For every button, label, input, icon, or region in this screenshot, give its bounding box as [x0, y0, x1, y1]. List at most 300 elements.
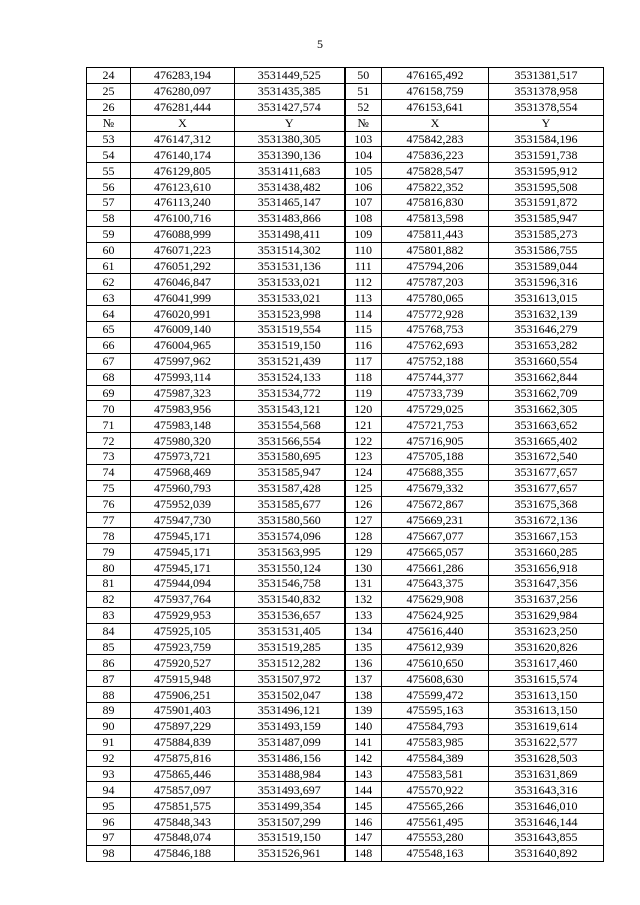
table-row — [87, 210, 604, 226]
point-number: 133 — [345, 607, 382, 623]
point-number: 68 — [87, 369, 131, 385]
point-number: 137 — [345, 671, 382, 687]
point-number: 25 — [87, 83, 131, 99]
point-number: 135 — [345, 639, 382, 655]
table-row — [87, 845, 604, 861]
x-coordinate: 475610,650 — [382, 655, 489, 671]
point-number: 78 — [87, 528, 131, 544]
x-coordinate: 475612,939 — [382, 639, 489, 655]
point-number: 62 — [87, 274, 131, 290]
point-number: 132 — [345, 591, 382, 607]
x-coordinate: 475980,320 — [131, 433, 235, 449]
point-number: 54 — [87, 147, 131, 163]
x-coordinate: 475846,188 — [131, 845, 235, 861]
y-coordinate: 3531623,250 — [489, 623, 604, 639]
table-row — [87, 480, 604, 496]
y-coordinate: 3531643,316 — [489, 782, 604, 798]
point-number: 96 — [87, 814, 131, 830]
x-coordinate: 475925,105 — [131, 623, 235, 639]
x-coordinate: 475993,114 — [131, 369, 235, 385]
y-coordinate: 3531380,305 — [235, 131, 345, 147]
y-coordinate: 3531585,677 — [235, 496, 345, 512]
x-coordinate: 475906,251 — [131, 687, 235, 703]
y-coordinate: 3531438,482 — [235, 179, 345, 195]
point-number: 136 — [345, 655, 382, 671]
table-row — [87, 417, 604, 433]
x-coordinate: 476113,240 — [131, 195, 235, 211]
x-coordinate: 475848,343 — [131, 814, 235, 830]
table-row — [87, 385, 604, 401]
y-coordinate: 3531486,156 — [235, 750, 345, 766]
point-number: 115 — [345, 322, 382, 338]
table-row — [87, 433, 604, 449]
x-coordinate: 476088,999 — [131, 226, 235, 242]
table-row — [87, 544, 604, 560]
point-number: 55 — [87, 163, 131, 179]
table-row — [87, 750, 604, 766]
y-coordinate: 3531677,657 — [489, 464, 604, 480]
point-number: 77 — [87, 512, 131, 528]
x-coordinate: 475947,730 — [131, 512, 235, 528]
point-number: 64 — [87, 306, 131, 322]
x-coordinate: 476100,716 — [131, 210, 235, 226]
point-number: 57 — [87, 195, 131, 211]
x-coordinate: 475848,074 — [131, 830, 235, 846]
table-row — [87, 576, 604, 592]
x-coordinate: 475584,793 — [382, 718, 489, 734]
y-coordinate: 3531665,402 — [489, 433, 604, 449]
y-coordinate: 3531646,010 — [489, 798, 604, 814]
y-coordinate: 3531378,554 — [489, 99, 604, 115]
y-coordinate: 3531533,021 — [235, 274, 345, 290]
point-number: 112 — [345, 274, 382, 290]
point-number: 139 — [345, 703, 382, 719]
point-number: 63 — [87, 290, 131, 306]
x-coordinate: 475787,203 — [382, 274, 489, 290]
y-coordinate: 3531613,150 — [489, 703, 604, 719]
x-coordinate: 475705,188 — [382, 449, 489, 465]
point-number: 61 — [87, 258, 131, 274]
table-row — [87, 734, 604, 750]
point-number: 143 — [345, 766, 382, 782]
y-coordinate: 3531584,196 — [489, 131, 604, 147]
point-number: 114 — [345, 306, 382, 322]
x-coordinate: 475997,962 — [131, 353, 235, 369]
x-coordinate: 475733,739 — [382, 385, 489, 401]
y-coordinate: 3531613,015 — [489, 290, 604, 306]
point-number: 123 — [345, 449, 382, 465]
point-number: 92 — [87, 750, 131, 766]
y-coordinate: 3531640,892 — [489, 845, 604, 861]
x-coordinate: 475721,753 — [382, 417, 489, 433]
x-coordinate: 475884,839 — [131, 734, 235, 750]
y-coordinate: 3531662,709 — [489, 385, 604, 401]
x-coordinate: 475875,816 — [131, 750, 235, 766]
point-number: 56 — [87, 179, 131, 195]
point-number: № — [345, 115, 382, 131]
y-coordinate: 3531653,282 — [489, 337, 604, 353]
point-number: 26 — [87, 99, 131, 115]
x-coordinate: 475973,721 — [131, 449, 235, 465]
table-row — [87, 798, 604, 814]
y-coordinate: 3531622,577 — [489, 734, 604, 750]
point-number: 83 — [87, 607, 131, 623]
x-coordinate: 475816,830 — [382, 195, 489, 211]
y-coordinate: 3531563,995 — [235, 544, 345, 560]
x-coordinate: 475729,025 — [382, 401, 489, 417]
point-number: 116 — [345, 337, 382, 353]
y-coordinate: 3531591,872 — [489, 195, 604, 211]
y-coordinate: 3531677,657 — [489, 480, 604, 496]
table-row — [87, 703, 604, 719]
x-coordinate: 475752,188 — [382, 353, 489, 369]
point-number: 107 — [345, 195, 382, 211]
y-coordinate: 3531587,428 — [235, 480, 345, 496]
point-number: 80 — [87, 560, 131, 576]
point-number: 86 — [87, 655, 131, 671]
y-coordinate: 3531524,133 — [235, 369, 345, 385]
x-coordinate: 476051,292 — [131, 258, 235, 274]
y-coordinate: 3531531,136 — [235, 258, 345, 274]
y-coordinate: 3531663,652 — [489, 417, 604, 433]
point-number: 105 — [345, 163, 382, 179]
point-number: 69 — [87, 385, 131, 401]
point-number: 138 — [345, 687, 382, 703]
point-number: № — [87, 115, 131, 131]
x-coordinate: 475608,630 — [382, 671, 489, 687]
y-coordinate: 3531646,279 — [489, 322, 604, 338]
y-coordinate: 3531585,947 — [489, 210, 604, 226]
x-coordinate: 475661,286 — [382, 560, 489, 576]
point-number: 148 — [345, 845, 382, 861]
point-number: 87 — [87, 671, 131, 687]
point-number: 109 — [345, 226, 382, 242]
y-coordinate: 3531631,869 — [489, 766, 604, 782]
x-coordinate: 476140,174 — [131, 147, 235, 163]
y-coordinate: 3531646,144 — [489, 814, 604, 830]
table-row — [87, 274, 604, 290]
x-coordinate: 475561,495 — [382, 814, 489, 830]
table-row — [87, 766, 604, 782]
table-row — [87, 528, 604, 544]
point-number: 144 — [345, 782, 382, 798]
y-coordinate: Y — [235, 115, 345, 131]
point-number: 119 — [345, 385, 382, 401]
x-coordinate: 475548,163 — [382, 845, 489, 861]
x-coordinate: 475945,171 — [131, 560, 235, 576]
x-coordinate: 475669,231 — [382, 512, 489, 528]
x-coordinate: 475836,223 — [382, 147, 489, 163]
x-coordinate: 475584,389 — [382, 750, 489, 766]
point-number: 125 — [345, 480, 382, 496]
point-number: 120 — [345, 401, 382, 417]
point-number: 52 — [345, 99, 382, 115]
y-coordinate: 3531595,508 — [489, 179, 604, 195]
y-coordinate: 3531619,614 — [489, 718, 604, 734]
x-coordinate: 476123,610 — [131, 179, 235, 195]
x-coordinate: 475945,171 — [131, 544, 235, 560]
x-coordinate: 476153,641 — [382, 99, 489, 115]
table-row — [87, 163, 604, 179]
y-coordinate: 3531514,302 — [235, 242, 345, 258]
y-coordinate: 3531496,121 — [235, 703, 345, 719]
y-coordinate: 3531580,695 — [235, 449, 345, 465]
point-number: 67 — [87, 353, 131, 369]
table-row — [87, 99, 604, 115]
x-coordinate: 475583,581 — [382, 766, 489, 782]
table-row — [87, 401, 604, 417]
y-coordinate: 3531656,918 — [489, 560, 604, 576]
point-number: 79 — [87, 544, 131, 560]
y-coordinate: 3531589,044 — [489, 258, 604, 274]
x-coordinate: 475945,171 — [131, 528, 235, 544]
y-coordinate: 3531519,150 — [235, 830, 345, 846]
x-coordinate: 475772,928 — [382, 306, 489, 322]
point-number: 90 — [87, 718, 131, 734]
x-coordinate: 475744,377 — [382, 369, 489, 385]
y-coordinate: 3531637,256 — [489, 591, 604, 607]
table-row — [87, 623, 604, 639]
y-coordinate: 3531531,405 — [235, 623, 345, 639]
table-row — [87, 147, 604, 163]
table-row — [87, 179, 604, 195]
table-row — [87, 322, 604, 338]
y-coordinate: 3531629,984 — [489, 607, 604, 623]
table-row — [87, 242, 604, 258]
table-row — [87, 718, 604, 734]
point-number: 66 — [87, 337, 131, 353]
table-row — [87, 655, 604, 671]
point-number: 85 — [87, 639, 131, 655]
point-number: 146 — [345, 814, 382, 830]
y-coordinate: 3531435,385 — [235, 83, 345, 99]
point-number: 127 — [345, 512, 382, 528]
y-coordinate: 3531493,159 — [235, 718, 345, 734]
point-number: 117 — [345, 353, 382, 369]
point-number: 142 — [345, 750, 382, 766]
x-coordinate: 475801,882 — [382, 242, 489, 258]
point-number: 140 — [345, 718, 382, 734]
point-number: 147 — [345, 830, 382, 846]
point-number: 24 — [87, 68, 131, 84]
x-coordinate: 475667,077 — [382, 528, 489, 544]
y-coordinate: 3531487,099 — [235, 734, 345, 750]
y-coordinate: 3531580,560 — [235, 512, 345, 528]
point-number: 91 — [87, 734, 131, 750]
x-coordinate: 475983,956 — [131, 401, 235, 417]
point-number: 134 — [345, 623, 382, 639]
y-coordinate: 3531502,047 — [235, 687, 345, 703]
table-row — [87, 814, 604, 830]
point-number: 113 — [345, 290, 382, 306]
x-coordinate: 475857,097 — [131, 782, 235, 798]
x-coordinate: 475629,908 — [382, 591, 489, 607]
y-coordinate: 3531526,961 — [235, 845, 345, 861]
x-coordinate: 475811,443 — [382, 226, 489, 242]
y-coordinate: 3531519,285 — [235, 639, 345, 655]
point-number: 124 — [345, 464, 382, 480]
y-coordinate: 3531585,947 — [235, 464, 345, 480]
y-coordinate: 3531449,525 — [235, 68, 345, 84]
x-coordinate: 475822,352 — [382, 179, 489, 195]
point-number: 106 — [345, 179, 382, 195]
x-coordinate: 476165,492 — [382, 68, 489, 84]
point-number: 75 — [87, 480, 131, 496]
point-number: 84 — [87, 623, 131, 639]
y-coordinate: 3531536,657 — [235, 607, 345, 623]
table-row — [87, 830, 604, 846]
table-row — [87, 337, 604, 353]
table-row — [87, 687, 604, 703]
y-coordinate: 3531647,356 — [489, 576, 604, 592]
y-coordinate: 3531378,958 — [489, 83, 604, 99]
point-number: 128 — [345, 528, 382, 544]
y-coordinate: 3531498,411 — [235, 226, 345, 242]
y-coordinate: 3531488,984 — [235, 766, 345, 782]
y-coordinate: 3531483,866 — [235, 210, 345, 226]
y-coordinate: 3531546,758 — [235, 576, 345, 592]
x-coordinate: 475794,206 — [382, 258, 489, 274]
point-number: 59 — [87, 226, 131, 242]
y-coordinate: 3531643,855 — [489, 830, 604, 846]
x-coordinate: 475672,867 — [382, 496, 489, 512]
table-row — [87, 369, 604, 385]
point-number: 72 — [87, 433, 131, 449]
table-row — [87, 131, 604, 147]
y-coordinate: 3531523,998 — [235, 306, 345, 322]
x-coordinate: 475570,922 — [382, 782, 489, 798]
table-row — [87, 671, 604, 687]
y-coordinate: 3531672,136 — [489, 512, 604, 528]
table-row — [87, 68, 604, 84]
x-coordinate: 476041,999 — [131, 290, 235, 306]
point-number: 129 — [345, 544, 382, 560]
table-row — [87, 258, 604, 274]
point-number: 53 — [87, 131, 131, 147]
x-coordinate: 476129,805 — [131, 163, 235, 179]
y-coordinate: Y — [489, 115, 604, 131]
y-coordinate: 3531574,096 — [235, 528, 345, 544]
point-number: 126 — [345, 496, 382, 512]
y-coordinate: 3531533,021 — [235, 290, 345, 306]
point-number: 70 — [87, 401, 131, 417]
point-number: 122 — [345, 433, 382, 449]
y-coordinate: 3531519,150 — [235, 337, 345, 353]
point-number: 51 — [345, 83, 382, 99]
y-coordinate: 3531507,299 — [235, 814, 345, 830]
point-number: 97 — [87, 830, 131, 846]
point-number: 130 — [345, 560, 382, 576]
x-coordinate: 475897,229 — [131, 718, 235, 734]
x-coordinate: 475828,547 — [382, 163, 489, 179]
x-coordinate: X — [382, 115, 489, 131]
x-coordinate: 475929,953 — [131, 607, 235, 623]
point-number: 108 — [345, 210, 382, 226]
y-coordinate: 3531534,772 — [235, 385, 345, 401]
y-coordinate: 3531628,503 — [489, 750, 604, 766]
point-number: 76 — [87, 496, 131, 512]
x-coordinate: 476280,097 — [131, 83, 235, 99]
y-coordinate: 3531660,554 — [489, 353, 604, 369]
point-number: 94 — [87, 782, 131, 798]
y-coordinate: 3531390,136 — [235, 147, 345, 163]
x-coordinate: 476020,991 — [131, 306, 235, 322]
table-header-row — [87, 115, 604, 131]
x-coordinate: 475762,693 — [382, 337, 489, 353]
x-coordinate: 475960,793 — [131, 480, 235, 496]
y-coordinate: 3531617,460 — [489, 655, 604, 671]
y-coordinate: 3531540,832 — [235, 591, 345, 607]
x-coordinate: 475583,985 — [382, 734, 489, 750]
y-coordinate: 3531586,755 — [489, 242, 604, 258]
table-row — [87, 496, 604, 512]
point-number: 131 — [345, 576, 382, 592]
y-coordinate: 3531662,305 — [489, 401, 604, 417]
x-coordinate: 475952,039 — [131, 496, 235, 512]
x-coordinate: 475665,057 — [382, 544, 489, 560]
x-coordinate: 475901,403 — [131, 703, 235, 719]
table-row — [87, 226, 604, 242]
table-row — [87, 782, 604, 798]
y-coordinate: 3531566,554 — [235, 433, 345, 449]
x-coordinate: 475944,094 — [131, 576, 235, 592]
x-coordinate: 475624,925 — [382, 607, 489, 623]
x-coordinate: 475968,469 — [131, 464, 235, 480]
y-coordinate: 3531519,554 — [235, 322, 345, 338]
y-coordinate: 3531499,354 — [235, 798, 345, 814]
y-coordinate: 3531554,568 — [235, 417, 345, 433]
x-coordinate: 475643,375 — [382, 576, 489, 592]
point-number: 93 — [87, 766, 131, 782]
y-coordinate: 3531613,150 — [489, 687, 604, 703]
y-coordinate: 3531596,316 — [489, 274, 604, 290]
y-coordinate: 3531507,972 — [235, 671, 345, 687]
table-row — [87, 512, 604, 528]
point-number: 98 — [87, 845, 131, 861]
y-coordinate: 3531493,697 — [235, 782, 345, 798]
y-coordinate: 3531550,124 — [235, 560, 345, 576]
point-number: 71 — [87, 417, 131, 433]
point-number: 81 — [87, 576, 131, 592]
y-coordinate: 3531675,368 — [489, 496, 604, 512]
point-number: 58 — [87, 210, 131, 226]
point-number: 73 — [87, 449, 131, 465]
y-coordinate: 3531543,121 — [235, 401, 345, 417]
table-row — [87, 353, 604, 369]
point-number: 50 — [345, 68, 382, 84]
point-number: 104 — [345, 147, 382, 163]
x-coordinate: 475813,598 — [382, 210, 489, 226]
y-coordinate: 3531595,912 — [489, 163, 604, 179]
x-coordinate: 475987,323 — [131, 385, 235, 401]
x-coordinate: 475553,280 — [382, 830, 489, 846]
table-row — [87, 639, 604, 655]
x-coordinate: 475983,148 — [131, 417, 235, 433]
y-coordinate: 3531465,147 — [235, 195, 345, 211]
x-coordinate: 475780,065 — [382, 290, 489, 306]
point-number: 89 — [87, 703, 131, 719]
x-coordinate: 475565,266 — [382, 798, 489, 814]
y-coordinate: 3531615,574 — [489, 671, 604, 687]
page-number: 5 — [317, 37, 323, 51]
y-coordinate: 3531411,683 — [235, 163, 345, 179]
x-coordinate: 475688,355 — [382, 464, 489, 480]
x-coordinate: 475920,527 — [131, 655, 235, 671]
y-coordinate: 3531381,517 — [489, 68, 604, 84]
x-coordinate: 475768,753 — [382, 322, 489, 338]
y-coordinate: 3531667,153 — [489, 528, 604, 544]
table-row — [87, 607, 604, 623]
